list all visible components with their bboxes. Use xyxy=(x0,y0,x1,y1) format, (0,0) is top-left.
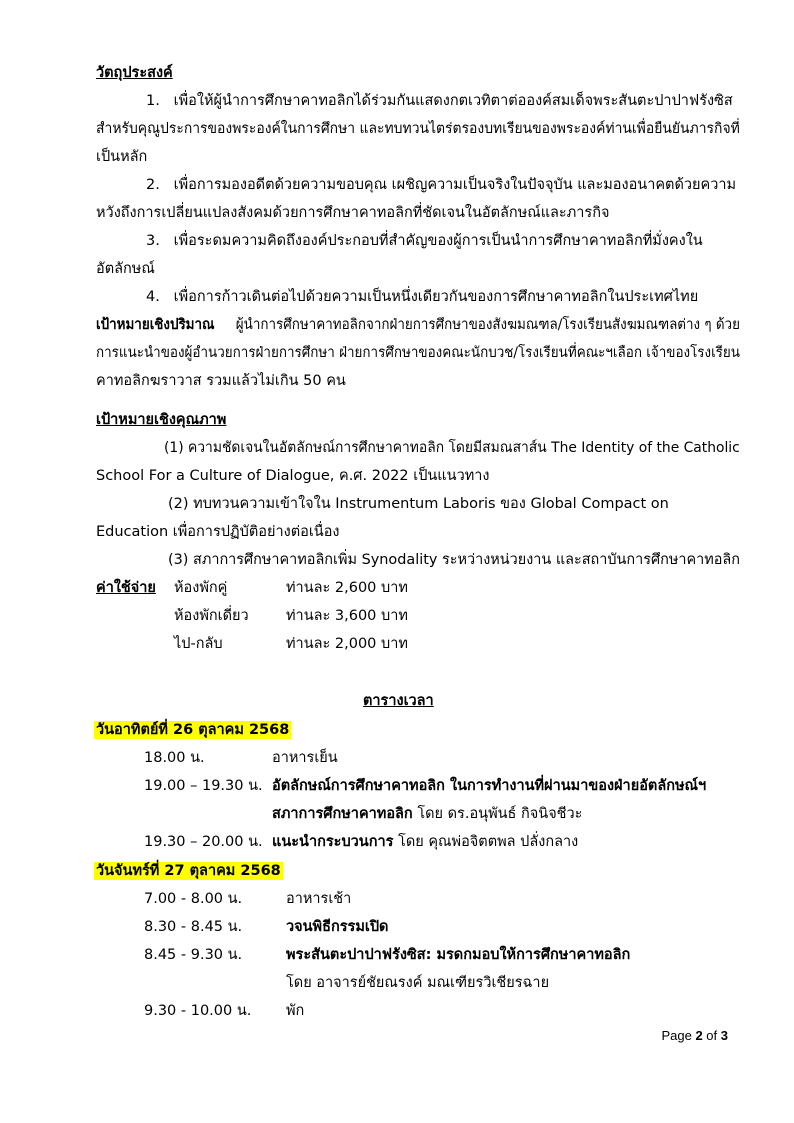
objective-1-line2: สำหรับคุณูประการของพระองค์ในการศึกษา และทบทวนไตร่ตรองบทเรียนของพระองค์ท่านเพื่อยืนยันภารกิจที่ xyxy=(96,121,740,137)
quantitative-label: เป้าหมายเชิงปริมาณ xyxy=(96,317,215,333)
objective-number: 2. xyxy=(146,177,160,193)
schedule-item: โดย อาจารย์ชัยณรงค์ มณเฑียรวิเชียรฉาย xyxy=(286,975,550,991)
expense-price: ท่านละ 2,000 บาท xyxy=(286,636,408,652)
expense-price: ท่านละ 3,600 บาท xyxy=(286,608,408,624)
schedule-time: 19.30 – 20.00 น. xyxy=(144,834,263,850)
objective-number: 4. xyxy=(146,289,160,305)
schedule-time: 19.00 – 19.30 น. xyxy=(144,778,263,794)
page-of: of xyxy=(702,1028,721,1043)
schedule-item: พระสันตะปาปาฟรังซิส: มรดกมอบให้การศึกษาคาทอลิก xyxy=(286,947,631,963)
schedule-item: อาหารเช้า xyxy=(286,891,352,907)
schedule-item: วจนพิธีกรรมเปิด xyxy=(286,919,389,935)
expense-price: ท่านละ 2,600 บาท xyxy=(286,580,408,596)
schedule-item: อาหารเย็น xyxy=(272,750,338,766)
schedule-time: 8.30 - 8.45 น. xyxy=(144,919,243,935)
qualitative-goal-1-line1: (1) ความชัดเจนในอัตลักษณ์การศึกษาคาทอลิก โดยมีสมณสาส์น The Identity of the Catholic xyxy=(164,440,740,456)
schedule-item: อัตลักษณ์การศึกษาคาทอลิก ในการทำงานที่ผ่านมาของฝ่ายอัตลักษณ์ฯ xyxy=(272,778,707,794)
objective-text: เพื่อให้ผู้นำการศึกษาคาทอลิกได้ร่วมกันแสดงกตเวทิตาต่อองค์สมเด็จพระสันตะปาปาฟรังซิส xyxy=(173,93,733,109)
schedule-item xyxy=(272,804,582,824)
qualitative-heading: เป้าหมายเชิงคุณภาพ xyxy=(96,412,227,428)
objective-number: 3. xyxy=(146,233,160,249)
schedule-time: 8.45 - 9.30 น. xyxy=(144,947,243,963)
total-pages: 3 xyxy=(720,1028,728,1043)
schedule-time: 18.00 น. xyxy=(144,750,205,766)
qualitative-goal-3: (3) สภาการศึกษาคาทอลิกเพิ่ม Synodality ระหว่างหน่วยงาน และสถาบันการศึกษาคาทอลิก xyxy=(168,552,740,568)
day-2-label xyxy=(94,861,283,881)
schedule-title: ตารางเวลา xyxy=(363,693,434,709)
quantitative-line2: การแนะนำของผู้อำนวยการฝ่ายการศึกษา ฝ่ายการศึกษาของคณะนักบวช/โรงเรียนที่คณะฯเลือก เจ้าของโรงเรียน xyxy=(96,345,740,361)
page-number xyxy=(661,1028,728,1043)
current-page: 2 xyxy=(695,1028,703,1043)
expense-name: ไป-กลับ xyxy=(174,636,223,652)
objective-1-line3: เป็นหลัก xyxy=(96,149,148,165)
schedule-time: 7.00 - 8.00 น. xyxy=(144,891,243,907)
page-prefix: Page xyxy=(661,1028,696,1043)
expense-name: ห้องพักคู่ xyxy=(174,580,228,596)
schedule-item xyxy=(272,832,578,852)
objective-text: เพื่อการมองอดีตด้วยความขอบคุณ เผชิญความเป็นจริงในปัจจุบัน และมองอนาคตด้วยความ xyxy=(173,177,737,193)
quantitative-line1 xyxy=(96,315,740,335)
objective-text: เพื่อการก้าวเดินต่อไปด้วยความเป็นหนึ่งเดียวกันของการศึกษาคาทอลิกในประเทศไทย xyxy=(173,289,699,305)
expenses-label: ค่าใช้จ่าย xyxy=(96,580,156,596)
expense-name: ห้องพักเดี่ยว xyxy=(174,608,249,624)
schedule-item-bold: แนะนำกระบวนการ xyxy=(272,834,394,850)
schedule-time: 9.30 - 10.00 น. xyxy=(144,1003,252,1019)
quantitative-line3: คาทอลิกฆราวาส รวมแล้วไม่เกิน 50 คน xyxy=(96,373,346,389)
qualitative-goal-2-line1: (2) ทบทวนความเข้าใจใน Instrumentum Laboris ของ Global Compact on xyxy=(168,496,669,512)
objectives-heading: วัตถุประสงค์ xyxy=(96,65,173,81)
objective-text: เพื่อระดมความคิดถึงองค์ประกอบที่สำคัญของผู้การเป็นนำการศึกษาคาทอลิกที่มั่งคงใน xyxy=(173,233,703,249)
objective-3-line1 xyxy=(146,231,703,251)
day-1-label xyxy=(94,720,291,740)
schedule-item-bold: สภาการศึกษาคาทอลิก xyxy=(272,806,413,822)
objective-2-line1 xyxy=(146,175,736,195)
objective-3-line2: อัตลักษณ์ xyxy=(96,261,155,277)
qualitative-goal-2-line2: Education เพื่อการปฏิบัติอย่างต่อเนื่อง xyxy=(96,524,340,540)
objective-4-line1 xyxy=(146,287,698,307)
day-label-highlight: วันจันทร์ที่ 27 ตุลาคม 2568 xyxy=(96,863,281,879)
objective-1-line1 xyxy=(146,91,733,111)
schedule-item-speaker: โดย คุณพ่อจิตตพล ปลั่งกลาง xyxy=(393,834,579,850)
schedule-item-speaker: โดย ดร.อนุพันธ์ กิจนิจชีวะ xyxy=(412,806,583,822)
objective-2-line2: หวังถึงการเปลี่ยนแปลงสังคมด้วยการศึกษาคาทอลิกที่ชัดเจนในอัตลักษณ์และภารกิจ xyxy=(96,205,610,221)
objective-number: 1. xyxy=(146,93,160,109)
quantitative-text: ผู้นำการศึกษาคาทอลิกจากฝ่ายการศึกษาของสังฆมณฑล/โรงเรียนสังฆมณฑลต่าง ๆ ด้วย xyxy=(235,317,740,333)
day-label-highlight: วันอาทิตย์ที่ 26 ตุลาคม 2568 xyxy=(96,722,290,738)
qualitative-goal-1-line2: School For a Culture of Dialogue, ค.ศ. 2022 เป็นแนวทาง xyxy=(96,468,490,484)
schedule-item: พัก xyxy=(286,1003,305,1019)
